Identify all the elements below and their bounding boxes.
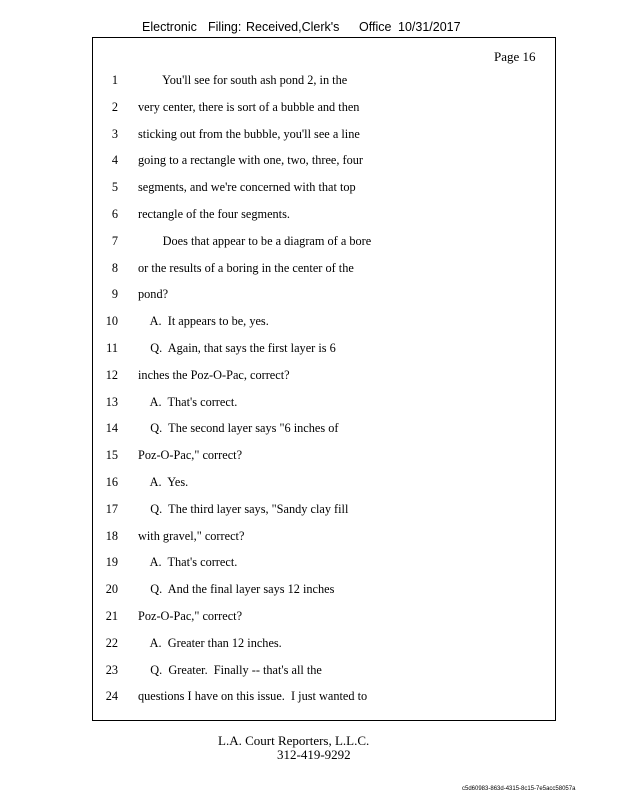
document-id: c5d60983-863d-4315-8c15-7e5acc58057a: [462, 786, 576, 792]
line-text: Q. The third layer says, "Sandy clay fill: [138, 501, 349, 516]
line-number: 8: [111, 260, 118, 275]
transcript-line: [0, 335, 618, 362]
line-text: A. That's correct.: [138, 394, 238, 409]
line-text: Q. The second layer says "6 inches of: [138, 421, 339, 436]
transcript-body: [0, 67, 618, 710]
transcript-line: [0, 415, 618, 442]
line-text: Poz-O-Pac," correct?: [138, 448, 243, 463]
line-text: Does that appear to be a diagram of a bore: [138, 233, 372, 248]
transcript-line: [0, 549, 618, 576]
transcript-line: [0, 362, 618, 389]
line-text: Q. And the final layer says 12 inches: [138, 582, 335, 597]
transcript-line: [0, 174, 618, 201]
line-number: 21: [105, 608, 118, 623]
line-number: 13: [105, 394, 118, 409]
transcript-line: [0, 496, 618, 523]
line-number: 4: [111, 153, 118, 168]
line-text: sticking out from the bubble, you'll see a line: [138, 126, 360, 141]
filing-stamp-word-electronic: Electronic: [142, 20, 197, 34]
line-text: You'll see for south ash pond 2, in the: [138, 73, 348, 87]
line-text: or the results of a boring in the center of the: [138, 260, 354, 275]
line-number: 22: [105, 635, 118, 650]
transcript-line: [0, 67, 618, 94]
line-text: questions I have on this issue. I just wanted to: [138, 689, 368, 704]
court-reporter-name: L.A. Court Reporters, L.L.C.: [218, 733, 370, 748]
line-text: Q. Again, that says the first layer is 6: [138, 340, 336, 355]
line-text: A. Yes.: [138, 474, 189, 489]
transcript-line: [0, 308, 618, 335]
line-text: very center, there is sort of a bubble and then: [138, 99, 360, 114]
line-text: rectangle of the four segments.: [138, 206, 290, 221]
line-number: 19: [105, 555, 118, 570]
court-reporter-phone: 312-419-9292: [277, 747, 351, 762]
transcript-line: [0, 523, 618, 550]
line-text: Poz-O-Pac," correct?: [138, 608, 243, 623]
filing-stamp-word-office: Office: [359, 20, 392, 34]
transcript-line: [0, 603, 618, 630]
line-number: 1: [111, 73, 118, 87]
line-text: A. Greater than 12 inches.: [138, 635, 282, 650]
transcript-line: [0, 281, 618, 308]
transcript-line: [0, 630, 618, 657]
line-text: A. It appears to be, yes.: [138, 314, 269, 329]
transcript-line: [0, 121, 618, 148]
transcript-line: [0, 147, 618, 174]
transcript-line: [0, 389, 618, 416]
line-number: 2: [111, 99, 118, 114]
line-number: 20: [105, 582, 118, 597]
line-number: 5: [111, 180, 118, 195]
line-number: 24: [105, 689, 118, 704]
transcript-line: [0, 228, 618, 255]
line-number: 18: [105, 528, 118, 543]
line-number: 6: [111, 206, 118, 221]
filing-stamp-date: 10/31/2017: [398, 20, 461, 34]
line-number: 10: [105, 314, 118, 329]
page-number: Page 16: [494, 49, 536, 64]
line-text: Q. Greater. Finally -- that's all the: [138, 662, 322, 677]
transcript-line: [0, 442, 618, 469]
line-text: going to a rectangle with one, two, three, four: [138, 153, 364, 168]
line-number: 16: [105, 474, 118, 489]
line-text: with gravel," correct?: [138, 528, 245, 543]
line-number: 7: [111, 233, 118, 248]
line-number: 9: [111, 287, 118, 302]
line-number: 12: [105, 367, 118, 382]
line-number: 17: [105, 501, 118, 516]
line-number: 3: [111, 126, 118, 141]
filing-stamp-header: [0, 18, 618, 38]
line-text: segments, and we're concerned with that top: [138, 180, 356, 195]
transcript-line: [0, 683, 618, 710]
transcript-line: [0, 469, 618, 496]
line-number: 15: [105, 448, 118, 463]
line-number: 14: [105, 421, 118, 436]
filing-stamp-word-filing: Filing:: [208, 20, 242, 34]
line-text: pond?: [138, 287, 169, 302]
filing-stamp-word-received: Received,Clerk's: [246, 20, 340, 34]
line-text: A. That's correct.: [138, 555, 238, 570]
line-text: inches the Poz-O-Pac, correct?: [138, 367, 290, 382]
transcript-line: [0, 201, 618, 228]
line-number: 11: [106, 340, 118, 355]
transcript-line: [0, 255, 618, 282]
transcript-line: [0, 657, 618, 684]
transcript-line: [0, 94, 618, 121]
line-number: 23: [105, 662, 118, 677]
transcript-line: [0, 576, 618, 603]
